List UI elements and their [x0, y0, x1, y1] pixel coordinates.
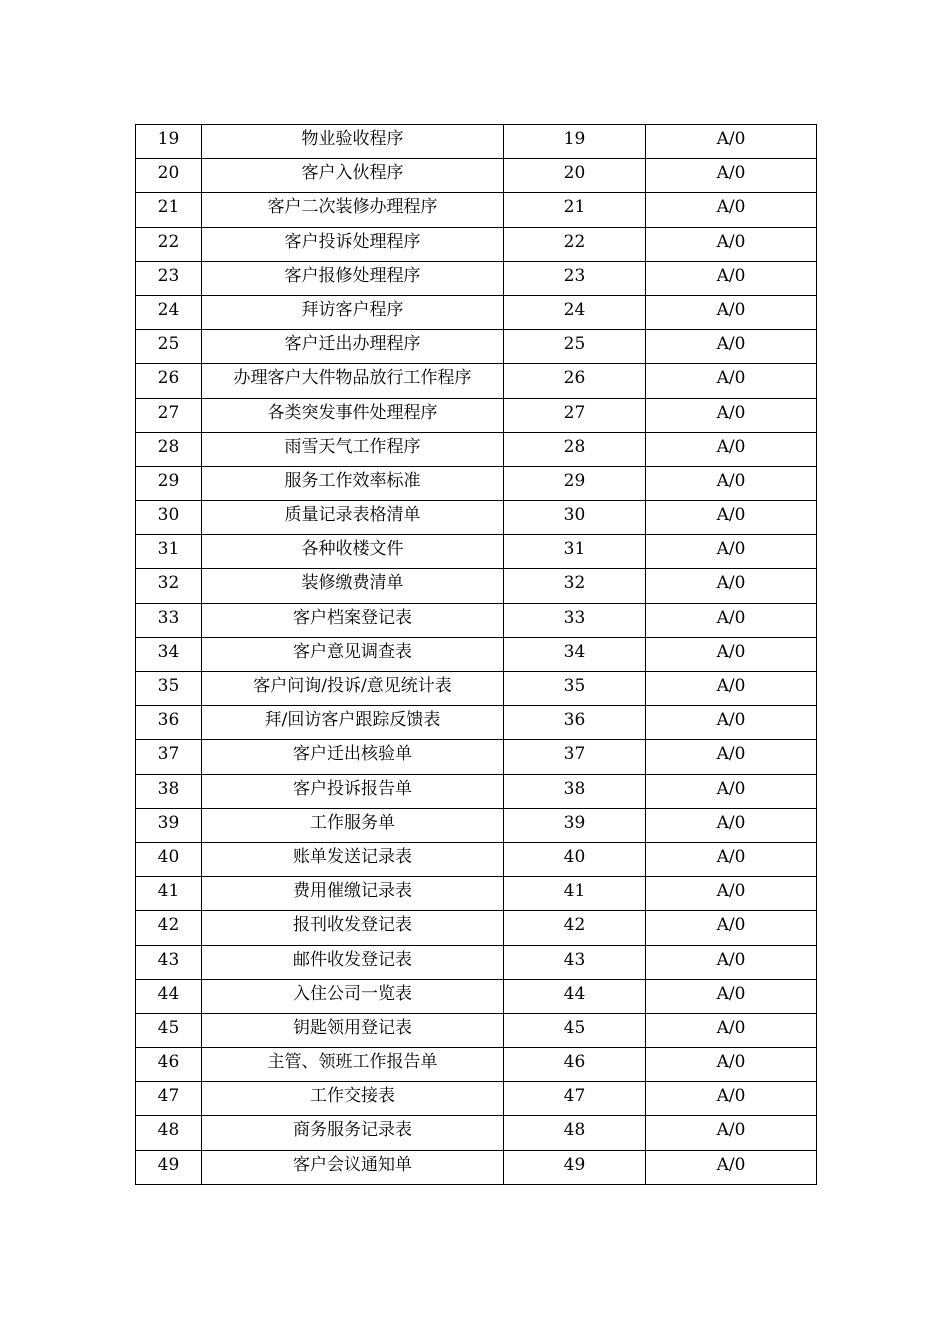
document-name-cell — [202, 501, 504, 535]
document-name-text: 拜访客户程序 — [301, 299, 404, 320]
version-cell — [646, 672, 817, 706]
version-cell — [646, 193, 817, 227]
version-cell — [646, 535, 817, 569]
document-ref-cell — [504, 227, 646, 261]
version-cell — [646, 945, 817, 979]
document-name-text: 客户二次装修办理程序 — [267, 197, 438, 218]
document-ref-text: 36 — [563, 710, 586, 731]
version-cell — [646, 842, 817, 876]
row-number-text: 44 — [157, 983, 180, 1004]
row-number-text: 36 — [157, 710, 180, 731]
table-row — [136, 1082, 817, 1116]
document-ref-text: 46 — [563, 1052, 586, 1073]
table-row — [136, 261, 817, 295]
table-row — [136, 227, 817, 261]
document-name-cell — [202, 774, 504, 808]
row-number-cell — [136, 261, 202, 295]
document-name-text: 装修缴费清单 — [301, 573, 404, 594]
row-number-cell — [136, 432, 202, 466]
table-row — [136, 1013, 817, 1047]
document-name-text: 办理客户大件物品放行工作程序 — [233, 368, 472, 389]
document-ref-cell — [504, 808, 646, 842]
document-ref-cell — [504, 842, 646, 876]
document-ref-cell — [504, 193, 646, 227]
table-row — [136, 125, 817, 159]
version-text: A/0 — [716, 334, 746, 355]
row-number-text: 26 — [157, 368, 180, 389]
document-ref-cell — [504, 1013, 646, 1047]
document-name-cell — [202, 603, 504, 637]
row-number-text: 35 — [157, 676, 180, 696]
version-text: A/0 — [716, 265, 746, 286]
document-name-text: 费用催缴记录表 — [293, 881, 412, 902]
document-ref-text: 34 — [563, 641, 586, 662]
row-number-cell — [136, 501, 202, 535]
document-name-text: 客户投诉报告单 — [293, 778, 412, 799]
document-ref-cell — [504, 295, 646, 329]
document-name-text: 报刊收发登记表 — [293, 915, 412, 936]
document-ref-cell — [504, 432, 646, 466]
row-number-cell — [136, 637, 202, 671]
document-ref-text: 47 — [563, 1086, 586, 1107]
document-name-text: 客户迁出核验单 — [293, 744, 412, 765]
document-ref-cell — [504, 672, 646, 706]
document-name-text: 客户迁出办理程序 — [284, 334, 421, 355]
table-row — [136, 295, 817, 329]
row-number-cell — [136, 125, 202, 159]
version-cell — [646, 1116, 817, 1150]
document-ref-cell — [504, 979, 646, 1013]
version-cell — [646, 637, 817, 671]
version-cell — [646, 295, 817, 329]
version-text: A/0 — [716, 129, 746, 149]
row-number-text: 22 — [157, 231, 180, 252]
version-text: A/0 — [716, 1154, 746, 1175]
document-name-cell — [202, 945, 504, 979]
document-name-text: 主管、领班工作报告单 — [267, 1052, 438, 1073]
document-ref-cell — [504, 466, 646, 500]
version-cell — [646, 364, 817, 398]
document-ref-text: 37 — [563, 744, 586, 765]
document-ref-cell — [504, 501, 646, 535]
document-name-cell — [202, 193, 504, 227]
row-number-cell — [136, 808, 202, 842]
version-cell — [646, 261, 817, 295]
version-text: A/0 — [716, 436, 746, 457]
document-ref-text: 31 — [563, 539, 586, 560]
document-name-cell — [202, 1082, 504, 1116]
document-ref-cell — [504, 637, 646, 671]
version-cell — [646, 227, 817, 261]
row-number-text: 48 — [157, 1120, 180, 1141]
document-name-cell — [202, 706, 504, 740]
document-name-text: 客户档案登记表 — [293, 607, 412, 628]
version-cell — [646, 877, 817, 911]
version-cell — [646, 466, 817, 500]
document-ref-text: 38 — [563, 778, 586, 799]
version-cell — [646, 808, 817, 842]
version-cell — [646, 159, 817, 193]
document-ref-text: 42 — [563, 915, 586, 936]
table-row — [136, 672, 817, 706]
version-text: A/0 — [716, 402, 746, 423]
version-text: A/0 — [716, 983, 746, 1004]
table-row — [136, 330, 817, 364]
version-cell — [646, 1150, 817, 1184]
document-ref-text: 39 — [563, 812, 586, 833]
table-body — [136, 125, 817, 1185]
document-name-text: 商务服务记录表 — [293, 1120, 412, 1141]
document-ref-cell — [504, 364, 646, 398]
document-name-cell — [202, 398, 504, 432]
version-text: A/0 — [716, 676, 746, 696]
version-text: A/0 — [716, 539, 746, 560]
document-name-text: 钥匙领用登记表 — [293, 1017, 412, 1038]
version-text: A/0 — [716, 641, 746, 662]
row-number-cell — [136, 1116, 202, 1150]
table-row — [136, 808, 817, 842]
version-text: A/0 — [716, 812, 746, 833]
row-number-cell — [136, 159, 202, 193]
row-number-text: 32 — [157, 573, 180, 594]
document-name-text: 各种收楼文件 — [301, 539, 404, 560]
row-number-text: 46 — [157, 1052, 180, 1073]
version-cell — [646, 501, 817, 535]
document-ref-cell — [504, 706, 646, 740]
row-number-text: 20 — [157, 163, 180, 184]
document-name-cell — [202, 261, 504, 295]
table-row — [136, 774, 817, 808]
document-name-cell — [202, 466, 504, 500]
version-text: A/0 — [716, 299, 746, 320]
document-ref-text: 20 — [563, 163, 586, 184]
row-number-text: 30 — [157, 505, 180, 526]
table-row — [136, 842, 817, 876]
document-name-text: 客户入伙程序 — [301, 163, 404, 184]
document-name-cell — [202, 672, 504, 706]
document-ref-cell — [504, 603, 646, 637]
version-text: A/0 — [716, 1086, 746, 1107]
version-cell — [646, 125, 817, 159]
version-text: A/0 — [716, 163, 746, 184]
version-text: A/0 — [716, 470, 746, 491]
table-row — [136, 398, 817, 432]
table-row — [136, 193, 817, 227]
document-name-text: 客户投诉处理程序 — [284, 231, 421, 252]
document-ref-text: 28 — [563, 436, 586, 457]
document-ref-text: 30 — [563, 505, 586, 526]
row-number-text: 42 — [157, 915, 180, 936]
document-name-text: 拜/回访客户跟踪反馈表 — [264, 710, 441, 731]
row-number-text: 23 — [157, 265, 180, 286]
document-ref-cell — [504, 535, 646, 569]
version-text: A/0 — [716, 949, 746, 970]
version-text: A/0 — [716, 231, 746, 252]
row-number-cell — [136, 672, 202, 706]
row-number-cell — [136, 1048, 202, 1082]
row-number-text: 25 — [157, 334, 180, 355]
document-name-text: 入住公司一览表 — [293, 983, 412, 1004]
row-number-text: 19 — [157, 129, 180, 149]
row-number-text: 41 — [157, 881, 180, 902]
version-text: A/0 — [716, 607, 746, 628]
document-name-cell — [202, 1150, 504, 1184]
document-ref-cell — [504, 398, 646, 432]
row-number-text: 45 — [157, 1017, 180, 1038]
version-cell — [646, 432, 817, 466]
document-ref-text: 25 — [563, 334, 586, 355]
document-name-cell — [202, 159, 504, 193]
version-cell — [646, 774, 817, 808]
document-ref-cell — [504, 1116, 646, 1150]
table-row — [136, 432, 817, 466]
document-name-text: 工作服务单 — [310, 812, 395, 833]
version-text: A/0 — [716, 197, 746, 218]
document-name-cell — [202, 535, 504, 569]
document-ref-text: 40 — [563, 846, 586, 867]
document-ref-text: 23 — [563, 265, 586, 286]
row-number-cell — [136, 1013, 202, 1047]
row-number-cell — [136, 979, 202, 1013]
document-ref-cell — [504, 1048, 646, 1082]
document-ref-cell — [504, 261, 646, 295]
document-name-cell — [202, 1048, 504, 1082]
row-number-text: 43 — [157, 949, 180, 970]
table-row — [136, 945, 817, 979]
table-row — [136, 1048, 817, 1082]
version-text: A/0 — [716, 915, 746, 936]
row-number-cell — [136, 398, 202, 432]
version-text: A/0 — [716, 1052, 746, 1073]
document-ref-cell — [504, 159, 646, 193]
document-name-cell — [202, 637, 504, 671]
row-number-cell — [136, 364, 202, 398]
row-number-text: 34 — [157, 641, 180, 662]
version-cell — [646, 603, 817, 637]
version-text: A/0 — [716, 368, 746, 389]
document-name-cell — [202, 227, 504, 261]
table-row — [136, 364, 817, 398]
document-ref-text: 29 — [563, 470, 586, 491]
version-text: A/0 — [716, 1017, 746, 1038]
version-text: A/0 — [716, 505, 746, 526]
row-number-text: 33 — [157, 607, 180, 628]
version-cell — [646, 1082, 817, 1116]
document-name-text: 邮件收发登记表 — [293, 949, 412, 970]
row-number-cell — [136, 945, 202, 979]
version-cell — [646, 911, 817, 945]
row-number-cell — [136, 466, 202, 500]
table-row — [136, 535, 817, 569]
table-row — [136, 706, 817, 740]
row-number-text: 49 — [157, 1154, 180, 1175]
row-number-text: 47 — [157, 1086, 180, 1107]
row-number-text: 37 — [157, 744, 180, 765]
document-name-text: 雨雪天气工作程序 — [284, 436, 421, 457]
version-cell — [646, 1048, 817, 1082]
document-ref-text: 21 — [563, 197, 586, 218]
row-number-cell — [136, 1150, 202, 1184]
row-number-cell — [136, 535, 202, 569]
row-number-cell — [136, 330, 202, 364]
version-text: A/0 — [716, 744, 746, 765]
document-name-text: 客户会议通知单 — [293, 1154, 412, 1175]
document-ref-text: 19 — [563, 129, 586, 149]
document-ref-cell — [504, 569, 646, 603]
version-text: A/0 — [716, 1120, 746, 1141]
table-row — [136, 569, 817, 603]
document-ref-text: 43 — [563, 949, 586, 970]
document-ref-text: 33 — [563, 607, 586, 628]
row-number-cell — [136, 911, 202, 945]
document-name-text: 物业验收程序 — [301, 129, 404, 149]
row-number-cell — [136, 193, 202, 227]
document-ref-cell — [504, 774, 646, 808]
table-row — [136, 637, 817, 671]
document-ref-text: 41 — [563, 881, 586, 902]
document-ref-text: 45 — [563, 1017, 586, 1038]
document-ref-cell — [504, 125, 646, 159]
version-text: A/0 — [716, 881, 746, 902]
version-cell — [646, 979, 817, 1013]
table-row — [136, 877, 817, 911]
version-text: A/0 — [716, 846, 746, 867]
document-name-cell — [202, 1013, 504, 1047]
row-number-cell — [136, 295, 202, 329]
version-cell — [646, 569, 817, 603]
table-row — [136, 1116, 817, 1150]
row-number-cell — [136, 569, 202, 603]
row-number-text: 31 — [157, 539, 180, 560]
document-name-text: 客户报修处理程序 — [284, 265, 421, 286]
row-number-cell — [136, 774, 202, 808]
version-text: A/0 — [716, 710, 746, 731]
document-name-cell — [202, 295, 504, 329]
row-number-text: 27 — [157, 402, 180, 423]
version-text: A/0 — [716, 778, 746, 799]
table-row — [136, 1150, 817, 1184]
document-ref-text: 44 — [563, 983, 586, 1004]
document-name-cell — [202, 569, 504, 603]
document-name-cell — [202, 911, 504, 945]
document-name-text: 质量记录表格清单 — [284, 505, 421, 526]
document-ref-cell — [504, 911, 646, 945]
row-number-cell — [136, 877, 202, 911]
document-name-cell — [202, 979, 504, 1013]
document-name-text: 各类突发事件处理程序 — [267, 402, 438, 423]
version-cell — [646, 330, 817, 364]
document-name-cell — [202, 877, 504, 911]
document-name-text: 服务工作效率标准 — [284, 470, 421, 491]
document-list-table — [135, 124, 817, 1185]
document-name-text: 账单发送记录表 — [293, 846, 412, 867]
row-number-cell — [136, 842, 202, 876]
row-number-cell — [136, 706, 202, 740]
table-row — [136, 603, 817, 637]
version-cell — [646, 398, 817, 432]
document-ref-text: 22 — [563, 231, 586, 252]
document-ref-text: 32 — [563, 573, 586, 594]
row-number-cell — [136, 1082, 202, 1116]
table-row — [136, 979, 817, 1013]
document-name-cell — [202, 842, 504, 876]
row-number-text: 24 — [157, 299, 180, 320]
document-ref-cell — [504, 330, 646, 364]
document-name-cell — [202, 364, 504, 398]
document-ref-text: 24 — [563, 299, 586, 320]
row-number-text: 21 — [157, 197, 180, 218]
document-name-cell — [202, 125, 504, 159]
row-number-text: 39 — [157, 812, 180, 833]
document-ref-text: 35 — [563, 676, 586, 696]
document-ref-text: 48 — [563, 1120, 586, 1141]
document-ref-cell — [504, 945, 646, 979]
table-row — [136, 911, 817, 945]
document-name-cell — [202, 808, 504, 842]
row-number-text: 40 — [157, 846, 180, 867]
version-text: A/0 — [716, 573, 746, 594]
document-name-cell — [202, 740, 504, 774]
version-cell — [646, 1013, 817, 1047]
document-name-cell — [202, 1116, 504, 1150]
row-number-cell — [136, 227, 202, 261]
document-name-text: 客户意见调查表 — [293, 641, 412, 662]
document-name-cell — [202, 432, 504, 466]
table-row — [136, 466, 817, 500]
document-ref-cell — [504, 877, 646, 911]
document-name-text: 工作交接表 — [310, 1086, 395, 1107]
row-number-text: 38 — [157, 778, 180, 799]
document-ref-cell — [504, 1082, 646, 1116]
table-row — [136, 740, 817, 774]
document-ref-cell — [504, 740, 646, 774]
document-ref-text: 26 — [563, 368, 586, 389]
table-row — [136, 501, 817, 535]
document-ref-text: 27 — [563, 402, 586, 423]
row-number-text: 29 — [157, 470, 180, 491]
table-row — [136, 159, 817, 193]
version-cell — [646, 706, 817, 740]
row-number-text: 28 — [157, 436, 180, 457]
document-name-text: 客户问询/投诉/意见统计表 — [253, 676, 452, 696]
document-ref-cell — [504, 1150, 646, 1184]
document-name-cell — [202, 330, 504, 364]
row-number-cell — [136, 603, 202, 637]
document-ref-text: 49 — [563, 1154, 586, 1175]
row-number-cell — [136, 740, 202, 774]
version-cell — [646, 740, 817, 774]
